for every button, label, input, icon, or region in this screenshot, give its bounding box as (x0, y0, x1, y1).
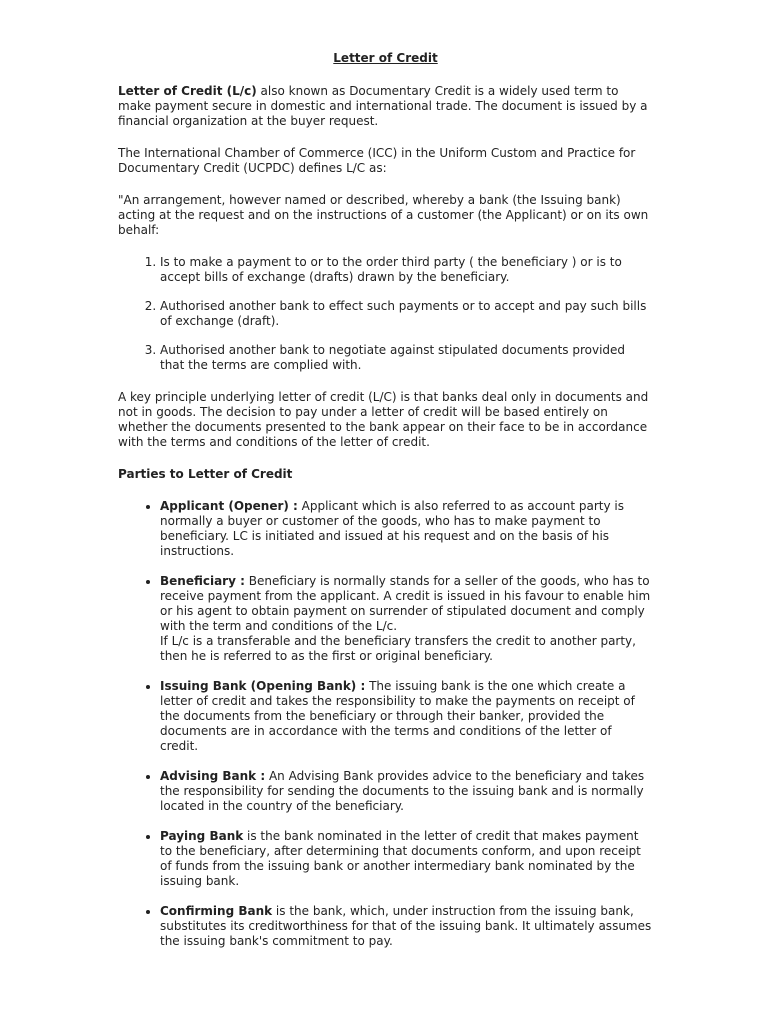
party-term: Paying Bank (160, 829, 244, 843)
party-beneficiary (160, 574, 653, 664)
definition-list (118, 255, 653, 373)
party-text: Applicant which is also referred to as account party is normally a buyer or customer of the goods, who has to make payment to beneficiary. LC is initiated and issued at his request and on the basis of his instructions. (160, 499, 624, 558)
party-term: Applicant (Opener) : (160, 499, 298, 513)
intro-paragraph (118, 84, 653, 129)
party-paying-bank (160, 829, 653, 889)
parties-heading: Parties to Letter of Credit (118, 467, 293, 481)
intro-term: Letter of Credit (L/c) (118, 84, 257, 98)
icc-paragraph: The International Chamber of Commerce (ICC) in the Uniform Custom and Practice for Documentary Credit (UCPDC) defines L/C as: (118, 146, 636, 175)
principle-paragraph: A key principle underlying letter of credit (L/C) is that banks deal only in documents and not in goods. The decision to pay under a letter of credit will be based entirely on whether the documents presented to the bank appear on their face to be in accordance with the terms and conditions of the letter of credit. (118, 390, 649, 449)
definition-item-3: 3. Authorised another bank to negotiate against stipulated documents provided that the terms are complied with. (160, 343, 653, 373)
party-extra-text: If L/c is a transferable and the beneficiary transfers the credit to another party, then he is referred to as the first or original beneficiary. (160, 634, 636, 663)
party-text: The issuing bank is the one which create a letter of credit and takes the responsibility to make the payments on receipt of the documents from the beneficiary or through their banker, provided the documents are in accordance with the terms and conditions of the letter of credit. (160, 679, 635, 753)
definition-item-2: 2. Authorised another bank to effect such payments or to accept and pay such bills of exchange (draft). (160, 299, 653, 329)
party-text: An Advising Bank provides advice to the beneficiary and takes the responsibility for sending the documents to the issuing bank and is normally located in the country of the beneficiary. (160, 769, 645, 813)
party-term: Confirming Bank (160, 904, 273, 918)
party-issuing-bank (160, 679, 653, 754)
quote-paragraph: "An arrangement, however named or described, whereby a bank (the Issuing bank) acting at the request and on the instructions of a customer (the Applicant) or on its own behalf: (118, 193, 649, 237)
document-title: Letter of Credit (333, 51, 438, 65)
parties-list (118, 499, 653, 949)
document-page (118, 51, 653, 949)
definition-item-1: 1. Is to make a payment to or to the order third party ( the beneficiary ) or is to accept bills of exchange (drafts) drawn by the beneficiary. (160, 255, 653, 285)
intro-text: also known as Documentary Credit is a widely used term to make payment secure in domestic and international trade. The document is issued by a financial organization at the buyer request. (118, 84, 648, 128)
party-term: Issuing Bank (Opening Bank) : (160, 679, 366, 693)
party-text: is the bank nominated in the letter of credit that makes payment to the beneficiary, after determining that documents conform, and upon receipt of funds from the issuing bank or another intermediary bank nominated by the issuing bank. (160, 829, 641, 888)
party-term: Beneficiary : (160, 574, 245, 588)
party-text: is the bank, which, under instruction from the issuing bank, substitutes its creditworthiness for that of the issuing bank. It ultimately assumes the issuing bank's commitment to pay. (160, 904, 652, 948)
party-text: Beneficiary is normally stands for a seller of the goods, who has to receive payment from the applicant. A credit is issued in his favour to enable him or his agent to obtain payment on surrender of stipulated document and comply with the term and conditions of the L/c. (160, 574, 651, 633)
party-advising-bank (160, 769, 653, 814)
party-confirming-bank (160, 904, 653, 949)
party-applicant (160, 499, 653, 559)
party-term: Advising Bank : (160, 769, 266, 783)
